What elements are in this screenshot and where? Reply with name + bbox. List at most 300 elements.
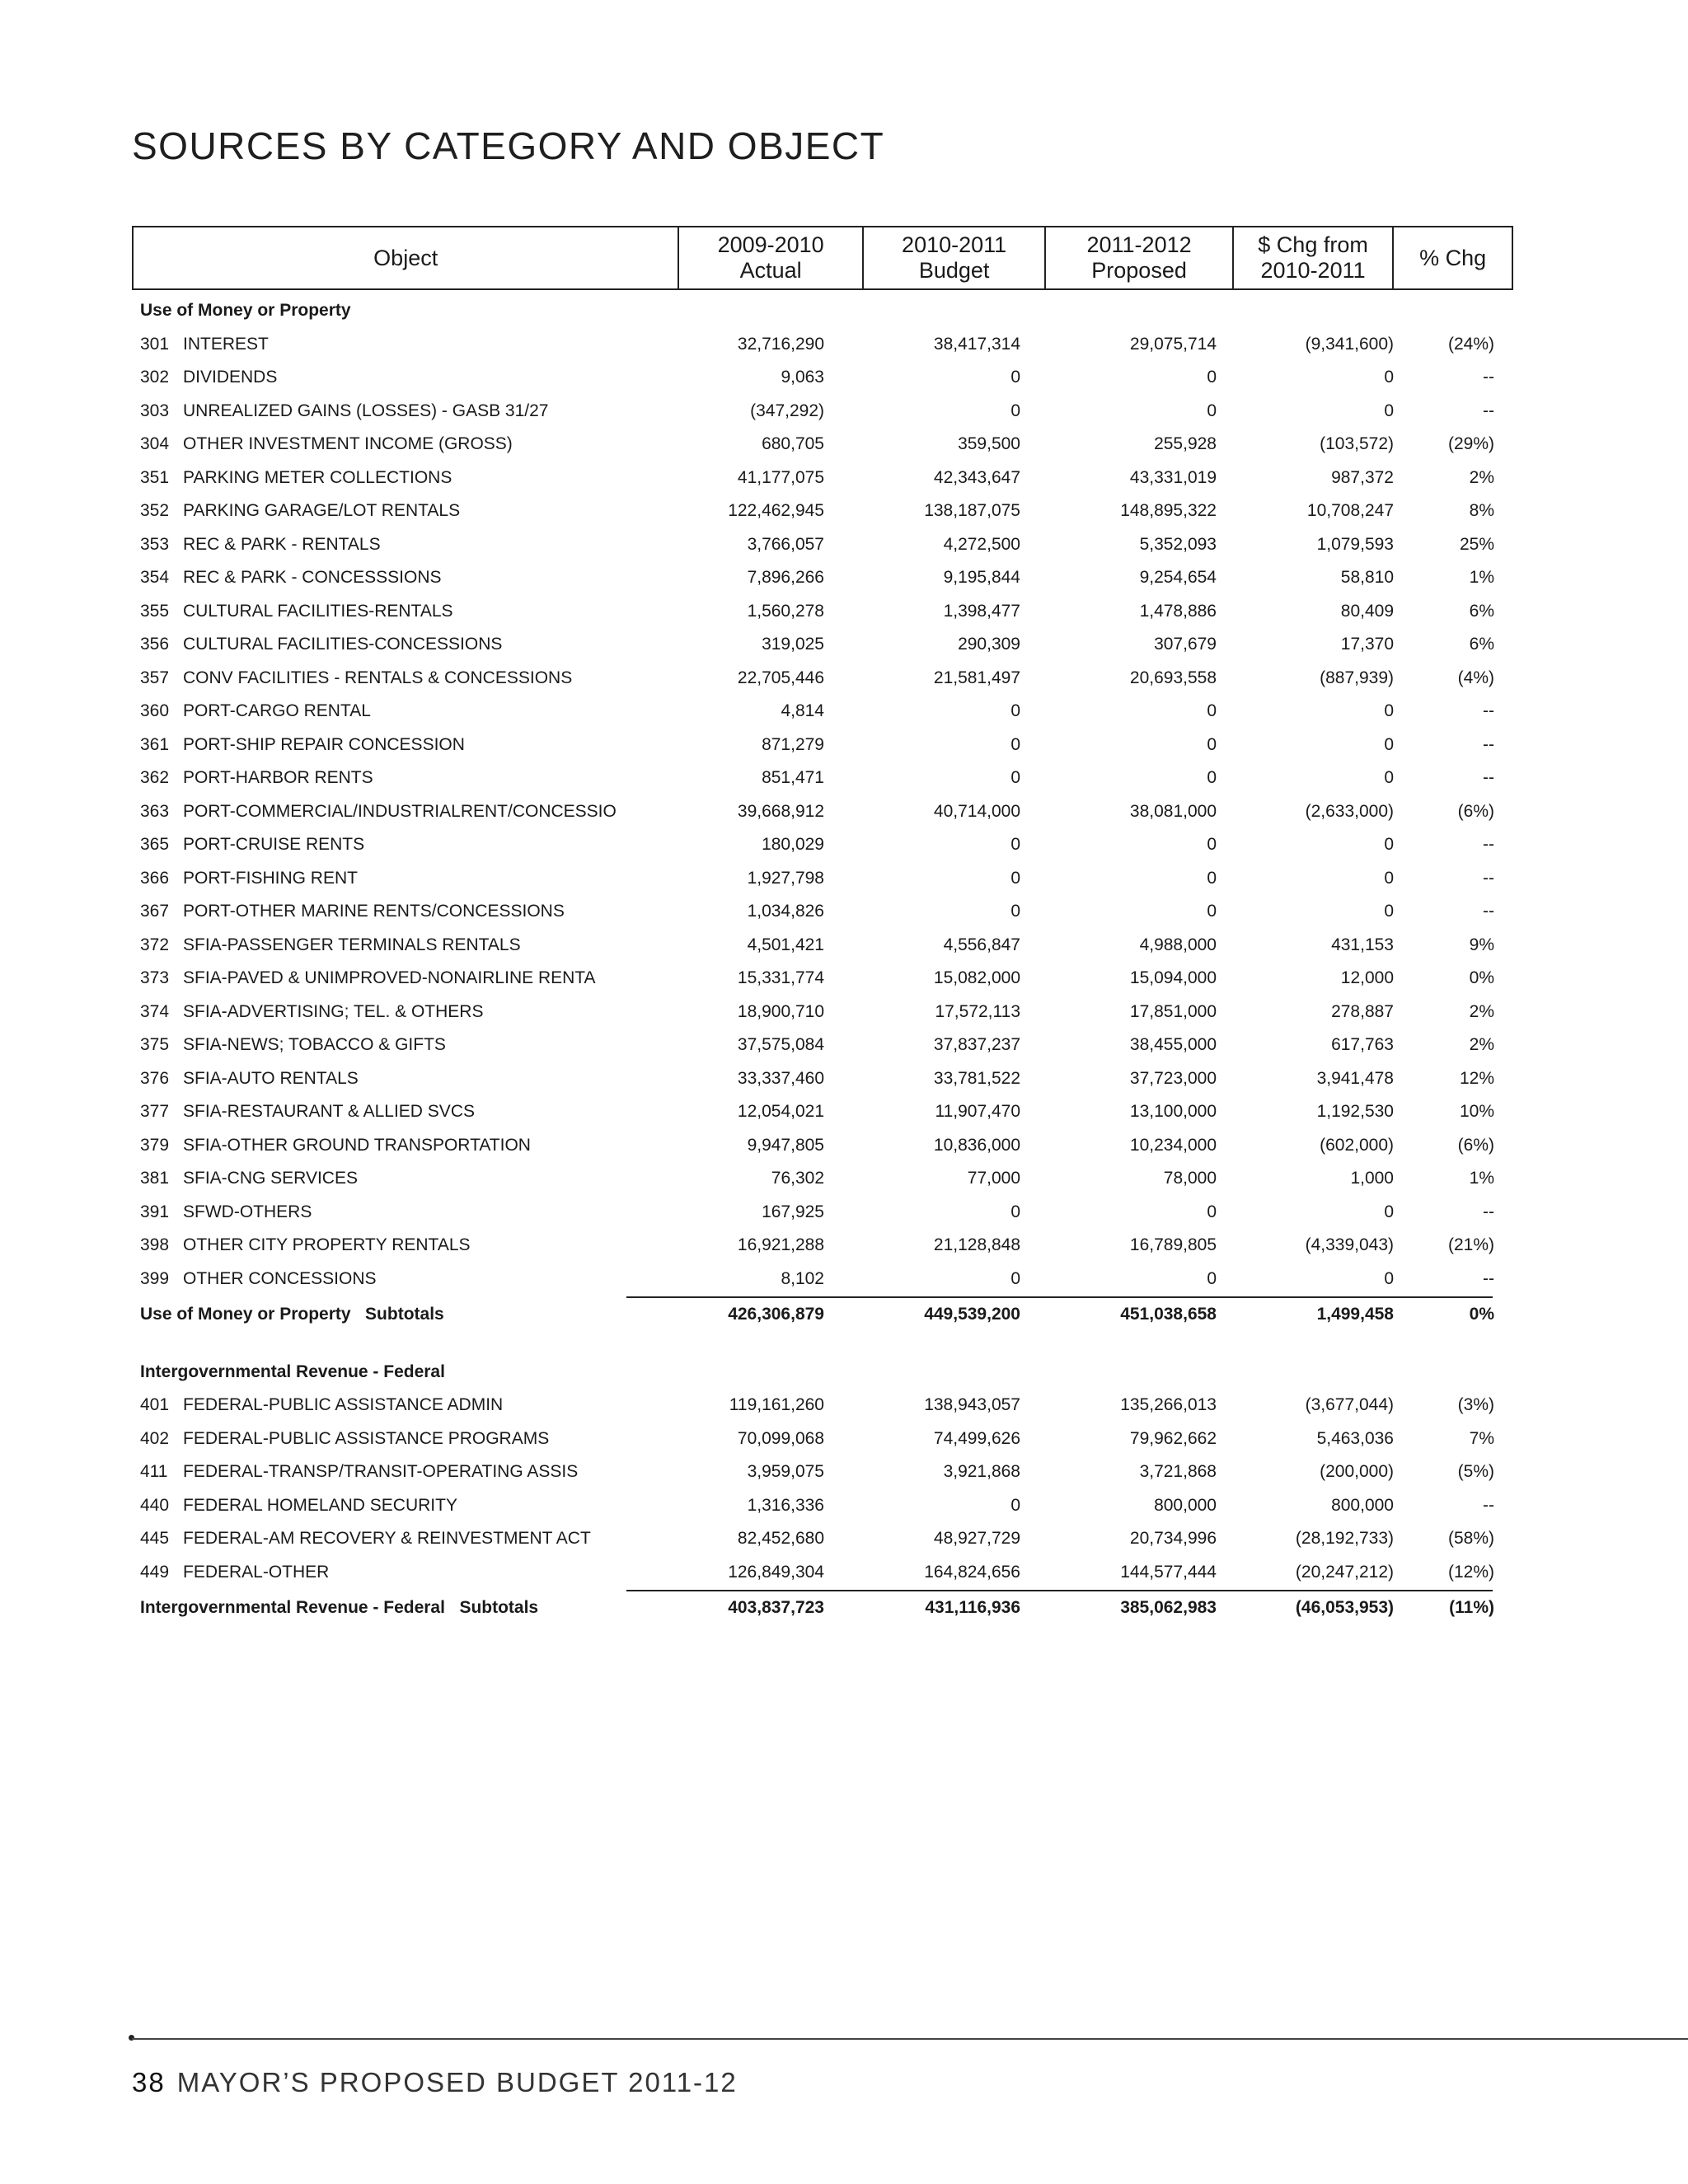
cell-proposed: 0 [1207, 768, 1217, 787]
cell-chg: 800,000 [1331, 1495, 1394, 1515]
object-code: 373 [140, 968, 170, 987]
table-row [132, 494, 1500, 527]
cell-actual: 119,161,260 [729, 1395, 824, 1414]
cell-proposed: 3,721,868 [1139, 1462, 1217, 1481]
cell-chg: 80,409 [1340, 601, 1394, 621]
cell-pct: (29%) [1447, 434, 1494, 453]
cell-chg: (4,339,043) [1305, 1235, 1394, 1254]
cell-budget: 0 [1010, 401, 1020, 420]
header-percent-change: % Chg [1392, 227, 1512, 288]
cell-pct: 8% [1469, 501, 1494, 520]
cell-chg: 1,079,593 [1316, 534, 1394, 554]
cell-budget: 0 [1010, 1202, 1020, 1221]
cell-chg: 0 [1384, 1202, 1394, 1221]
table-row [132, 1489, 1500, 1522]
cell-budget: 74,499,626 [933, 1428, 1020, 1448]
table-row [132, 428, 1500, 461]
cell-pct: 2% [1469, 1001, 1494, 1021]
object-description: OTHER INVESTMENT INCOME (GROSS) [183, 434, 513, 453]
cell-chg: (2,633,000) [1305, 801, 1394, 821]
object-description: PORT-HARBOR RENTS [183, 768, 373, 787]
cell-actual: 32,716,290 [737, 334, 824, 354]
cell-budget: 48,927,729 [933, 1529, 1020, 1548]
header-budget: 2010-2011 Budget [862, 227, 1044, 288]
header-actual: 2009-2010 Actual [678, 227, 861, 288]
object-description: CULTURAL FACILITIES-RENTALS [183, 601, 453, 621]
subtotal-label: Intergovernmental Revenue - Federal Subtotals [140, 1598, 539, 1617]
cell-budget: 17,572,113 [935, 1001, 1020, 1021]
cell-actual: 18,900,710 [737, 1001, 824, 1021]
subtotal-row [132, 1591, 1500, 1624]
cell-pct: -- [1483, 1202, 1494, 1221]
cell-budget: 0 [1010, 701, 1020, 720]
object-description: REC & PARK - RENTALS [183, 534, 381, 554]
table-row [132, 1522, 1500, 1555]
cell-budget: 138,943,057 [924, 1395, 1020, 1414]
cell-budget: 359,500 [958, 434, 1020, 453]
cell-pct: 1% [1469, 1169, 1494, 1188]
table-row [132, 1455, 1500, 1488]
object-description: PARKING METER COLLECTIONS [183, 467, 452, 487]
table-row [132, 996, 1500, 1029]
object-description: FEDERAL-AM RECOVERY & REINVESTMENT ACT [183, 1529, 591, 1548]
cell-proposed: 0 [1207, 902, 1217, 921]
table-row [132, 895, 1500, 928]
subtotal-chg: (46,053,953) [1295, 1598, 1394, 1617]
cell-actual: 9,063 [781, 368, 824, 387]
object-code: 374 [140, 1001, 170, 1021]
cell-pct: (4%) [1457, 668, 1494, 687]
subtotal-pct: (11%) [1449, 1598, 1494, 1617]
cell-proposed: 148,895,322 [1120, 501, 1217, 520]
cell-budget: 0 [1010, 835, 1020, 854]
cell-chg: 0 [1384, 368, 1394, 387]
cell-proposed: 0 [1207, 701, 1217, 720]
cell-budget: 1,398,477 [943, 601, 1020, 621]
cell-proposed: 5,352,093 [1139, 534, 1217, 554]
cell-proposed: 38,081,000 [1129, 801, 1217, 821]
object-code: 360 [140, 701, 170, 720]
cell-chg: 3,941,478 [1316, 1068, 1394, 1088]
object-code: 411 [140, 1462, 168, 1481]
cell-pct: (24%) [1447, 334, 1494, 354]
section-heading [132, 294, 1500, 327]
cell-chg: 0 [1384, 401, 1394, 420]
cell-budget: 0 [1010, 868, 1020, 888]
cell-budget: 15,082,000 [933, 968, 1020, 987]
cell-pct: -- [1483, 868, 1494, 888]
cell-actual: 122,462,945 [728, 501, 824, 520]
object-code: 391 [140, 1202, 170, 1221]
cell-pct: (12%) [1447, 1562, 1494, 1582]
object-code: 357 [140, 668, 170, 687]
object-description: PORT-CRUISE RENTS [183, 835, 365, 854]
cell-pct: -- [1483, 835, 1494, 854]
cell-pct: 9% [1469, 935, 1494, 954]
cell-actual: 3,766,057 [747, 534, 824, 554]
cell-actual: 126,849,304 [728, 1562, 824, 1582]
object-description: SFIA-CNG SERVICES [183, 1169, 358, 1188]
section-heading-label: Use of Money or Property [140, 301, 351, 320]
object-code: 372 [140, 935, 170, 954]
cell-pct: (6%) [1457, 1135, 1494, 1155]
cell-budget: 37,837,237 [933, 1035, 1020, 1054]
cell-chg: 0 [1384, 768, 1394, 787]
table-row [132, 1263, 1500, 1296]
cell-actual: 680,705 [762, 434, 824, 453]
object-code: 355 [140, 601, 170, 621]
object-description: CULTURAL FACILITIES-CONCESSIONS [183, 635, 503, 654]
cell-chg: 17,370 [1340, 635, 1394, 654]
object-description: SFIA-NEWS; TOBACCO & GIFTS [183, 1035, 446, 1054]
cell-chg: 0 [1384, 868, 1394, 888]
subtotal-proposed: 451,038,658 [1120, 1305, 1217, 1324]
cell-pct: (3%) [1457, 1395, 1494, 1414]
object-description: SFWD-OTHERS [183, 1202, 312, 1221]
object-description: UNREALIZED GAINS (LOSSES) - GASB 31/27 [183, 401, 549, 420]
object-description: OTHER CONCESSIONS [183, 1268, 377, 1288]
object-code: 352 [140, 501, 170, 520]
cell-proposed: 0 [1207, 734, 1217, 754]
cell-budget: 0 [1010, 1495, 1020, 1515]
cell-chg: 0 [1384, 701, 1394, 720]
cell-pct: 0% [1469, 968, 1494, 987]
cell-budget: 0 [1010, 768, 1020, 787]
footer-title: MAYOR’S PROPOSED BUDGET 2011-12 [176, 2067, 738, 2097]
object-description: PORT-COMMERCIAL/INDUSTRIALRENT/CONCESSIO [183, 801, 617, 821]
table-row [132, 795, 1500, 828]
cell-proposed: 144,577,444 [1120, 1562, 1217, 1582]
object-description: SFIA-ADVERTISING; TEL. & OTHERS [183, 1001, 484, 1021]
object-code: 398 [140, 1235, 170, 1254]
cell-actual: 8,102 [781, 1268, 824, 1288]
cell-pct: (5%) [1457, 1462, 1494, 1481]
table-row [132, 828, 1500, 861]
cell-actual: 41,177,075 [737, 467, 824, 487]
subtotal-actual: 403,837,723 [728, 1598, 824, 1617]
cell-proposed: 0 [1207, 1268, 1217, 1288]
cell-chg: (20,247,212) [1295, 1562, 1394, 1582]
cell-actual: 15,331,774 [737, 968, 824, 987]
object-code: 361 [140, 734, 170, 754]
header-object: Object [373, 245, 438, 270]
object-code: 353 [140, 534, 170, 554]
object-code: 445 [140, 1529, 170, 1548]
subtotal-actual: 426,306,879 [728, 1305, 824, 1324]
table-row [132, 361, 1500, 394]
table-row [132, 1196, 1500, 1229]
cell-pct: -- [1483, 902, 1494, 921]
cell-budget: 0 [1010, 368, 1020, 387]
object-description: FEDERAL-TRANSP/TRANSIT-OPERATING ASSIS [183, 1462, 579, 1481]
cell-proposed: 0 [1207, 868, 1217, 888]
header-proposed: 2011-2012 Proposed [1044, 227, 1231, 288]
cell-chg: 5,463,036 [1316, 1428, 1394, 1448]
cell-proposed: 17,851,000 [1129, 1001, 1217, 1021]
object-code: 377 [140, 1102, 170, 1121]
object-code: 365 [140, 835, 170, 854]
cell-budget: 3,921,868 [943, 1462, 1020, 1481]
object-code: 354 [140, 568, 170, 587]
cell-budget: 40,714,000 [933, 801, 1020, 821]
cell-actual: 319,025 [762, 635, 824, 654]
object-description: PORT-CARGO RENTAL [183, 701, 371, 720]
cell-pct: 2% [1469, 467, 1494, 487]
cell-proposed: 255,928 [1154, 434, 1217, 453]
object-code: 356 [140, 635, 170, 654]
object-code: 376 [140, 1068, 170, 1088]
page-number: 38 [132, 2067, 166, 2097]
cell-proposed: 16,789,805 [1129, 1235, 1217, 1254]
table-header [132, 226, 1513, 290]
cell-proposed: 9,254,654 [1139, 568, 1217, 587]
cell-budget: 164,824,656 [924, 1562, 1020, 1582]
footer-rule [132, 2038, 1688, 2040]
cell-proposed: 0 [1207, 1202, 1217, 1221]
table-row [132, 462, 1500, 494]
table-row [132, 1389, 1500, 1422]
cell-chg: 10,708,247 [1306, 501, 1394, 520]
cell-pct: (6%) [1457, 801, 1494, 821]
object-description: PORT-SHIP REPAIR CONCESSION [183, 734, 465, 754]
cell-proposed: 4,988,000 [1139, 935, 1217, 954]
table-row [132, 729, 1500, 762]
header-dollar-change: $ Chg from 2010-2011 [1232, 227, 1393, 288]
table-row [132, 929, 1500, 962]
cell-budget: 0 [1010, 1268, 1020, 1288]
cell-pct: 10% [1459, 1102, 1494, 1121]
cell-pct: -- [1483, 368, 1494, 387]
cell-budget: 33,781,522 [933, 1068, 1020, 1088]
object-code: 381 [140, 1169, 170, 1188]
cell-budget: 290,309 [958, 635, 1020, 654]
cell-actual: 4,814 [781, 701, 824, 720]
cell-budget: 4,556,847 [943, 935, 1020, 954]
cell-pct: 2% [1469, 1035, 1494, 1054]
object-description: FEDERAL-PUBLIC ASSISTANCE ADMIN [183, 1395, 504, 1414]
object-code: 362 [140, 768, 170, 787]
table-row [132, 528, 1500, 561]
object-description: INTEREST [183, 334, 269, 354]
object-description: FEDERAL-PUBLIC ASSISTANCE PROGRAMS [183, 1428, 550, 1448]
table-row [132, 595, 1500, 628]
cell-proposed: 0 [1207, 368, 1217, 387]
subtotal-proposed: 385,062,983 [1120, 1598, 1217, 1617]
subtotal-budget: 449,539,200 [924, 1305, 1020, 1324]
subtotal-label: Use of Money or Property Subtotals [140, 1305, 444, 1324]
cell-pct: -- [1483, 734, 1494, 754]
subtotal-pct: 0% [1469, 1305, 1494, 1324]
table-row [132, 1062, 1500, 1095]
cell-budget: 9,195,844 [943, 568, 1020, 587]
page-footer [132, 2067, 738, 2098]
object-code: 363 [140, 801, 170, 821]
table-row [132, 395, 1500, 428]
object-description: PORT-FISHING RENT [183, 868, 358, 888]
object-description: OTHER CITY PROPERTY RENTALS [183, 1235, 471, 1254]
cell-pct: (58%) [1447, 1529, 1494, 1548]
cell-proposed: 37,723,000 [1129, 1068, 1217, 1088]
object-code: 367 [140, 902, 170, 921]
cell-actual: 22,705,446 [737, 668, 824, 687]
cell-chg: 0 [1384, 1268, 1394, 1288]
cell-budget: 42,343,647 [933, 467, 1020, 487]
cell-proposed: 43,331,019 [1129, 467, 1217, 487]
object-code: 440 [140, 1495, 170, 1515]
table-row [132, 962, 1500, 995]
object-description: SFIA-AUTO RENTALS [183, 1068, 359, 1088]
cell-budget: 4,272,500 [943, 534, 1020, 554]
cell-budget: 0 [1010, 902, 1020, 921]
cell-actual: 1,560,278 [747, 601, 824, 621]
cell-actual: 1,034,826 [747, 902, 824, 921]
cell-actual: 7,896,266 [747, 568, 824, 587]
cell-actual: 3,959,075 [747, 1462, 824, 1481]
cell-chg: (9,341,600) [1305, 334, 1394, 354]
cell-budget: 77,000 [967, 1169, 1020, 1188]
cell-chg: 58,810 [1340, 568, 1394, 587]
cell-budget: 21,128,848 [933, 1235, 1020, 1254]
cell-actual: 12,054,021 [737, 1102, 824, 1121]
table-row [132, 862, 1500, 895]
cell-proposed: 307,679 [1154, 635, 1217, 654]
cell-actual: 39,668,912 [737, 801, 824, 821]
cell-actual: 9,947,805 [747, 1135, 824, 1155]
table-row [132, 1029, 1500, 1062]
cell-pct: -- [1483, 1495, 1494, 1515]
cell-proposed: 0 [1207, 401, 1217, 420]
cell-actual: 16,921,288 [737, 1235, 824, 1254]
cell-budget: 138,187,075 [924, 501, 1020, 520]
cell-proposed: 13,100,000 [1129, 1102, 1217, 1121]
table-row [132, 1095, 1500, 1128]
cell-chg: (200,000) [1320, 1462, 1394, 1481]
object-code: 379 [140, 1135, 170, 1155]
section-heading-label: Intergovernmental Revenue - Federal [140, 1361, 445, 1381]
object-description: PARKING GARAGE/LOT RENTALS [183, 501, 461, 520]
cell-actual: 167,925 [762, 1202, 824, 1221]
object-description: FEDERAL-OTHER [183, 1562, 330, 1582]
cell-proposed: 135,266,013 [1120, 1395, 1217, 1414]
table-row [132, 762, 1500, 794]
table-row [132, 561, 1500, 594]
object-code: 351 [140, 467, 170, 487]
cell-chg: 617,763 [1331, 1035, 1394, 1054]
cell-actual: 871,279 [762, 734, 824, 754]
object-code: 399 [140, 1268, 170, 1288]
cell-actual: 76,302 [771, 1169, 824, 1188]
table-row [132, 328, 1500, 361]
cell-actual: 82,452,680 [737, 1529, 824, 1548]
object-code: 302 [140, 368, 170, 387]
table-row [132, 1422, 1500, 1455]
cell-chg: (3,677,044) [1305, 1395, 1394, 1414]
cell-actual: (347,292) [750, 401, 824, 420]
cell-chg: (887,939) [1320, 668, 1394, 687]
cell-budget: 11,907,470 [935, 1102, 1020, 1121]
cell-chg: (28,192,733) [1295, 1529, 1394, 1548]
cell-pct: 12% [1459, 1068, 1494, 1088]
cell-pct: 6% [1469, 601, 1494, 621]
cell-pct: -- [1483, 401, 1494, 420]
section-heading [132, 1356, 1500, 1389]
cell-pct: 25% [1459, 534, 1494, 554]
cell-chg: 1,192,530 [1316, 1102, 1394, 1121]
object-description: DIVIDENDS [183, 368, 278, 387]
cell-chg: 431,153 [1331, 935, 1394, 954]
page-title: SOURCES BY CATEGORY AND OBJECT [132, 124, 885, 167]
cell-chg: (103,572) [1320, 434, 1394, 453]
table-row [132, 1229, 1500, 1262]
cell-pct: 1% [1469, 568, 1494, 587]
table-row [132, 1162, 1500, 1195]
object-description: CONV FACILITIES - RENTALS & CONCESSIONS [183, 668, 573, 687]
cell-actual: 1,927,798 [747, 868, 824, 888]
cell-pct: 6% [1469, 635, 1494, 654]
cell-proposed: 20,734,996 [1129, 1529, 1217, 1548]
table-row [132, 1129, 1500, 1162]
cell-proposed: 79,962,662 [1129, 1428, 1217, 1448]
cell-actual: 70,099,068 [737, 1428, 824, 1448]
object-code: 449 [140, 1562, 170, 1582]
cell-actual: 33,337,460 [737, 1068, 824, 1088]
cell-proposed: 800,000 [1154, 1495, 1217, 1515]
cell-proposed: 29,075,714 [1129, 334, 1217, 354]
cell-actual: 180,029 [762, 835, 824, 854]
subtotal-chg: 1,499,458 [1316, 1305, 1394, 1324]
cell-pct: -- [1483, 1268, 1494, 1288]
cell-proposed: 10,234,000 [1129, 1135, 1217, 1155]
cell-chg: 12,000 [1340, 968, 1394, 987]
cell-budget: 0 [1010, 734, 1020, 754]
cell-chg: 1,000 [1350, 1169, 1394, 1188]
table-row [132, 1556, 1500, 1589]
cell-proposed: 38,455,000 [1129, 1035, 1217, 1054]
cell-proposed: 20,693,558 [1129, 668, 1217, 687]
cell-pct: -- [1483, 768, 1494, 787]
subtotal-row [132, 1298, 1500, 1331]
cell-actual: 1,316,336 [747, 1495, 824, 1515]
object-code: 366 [140, 868, 170, 888]
cell-pct: -- [1483, 701, 1494, 720]
object-description: SFIA-PASSENGER TERMINALS RENTALS [183, 935, 521, 954]
table-row [132, 695, 1500, 728]
object-code: 401 [140, 1395, 170, 1414]
object-description: FEDERAL HOMELAND SECURITY [183, 1495, 457, 1515]
cell-chg: 0 [1384, 902, 1394, 921]
cell-actual: 851,471 [762, 768, 824, 787]
object-code: 301 [140, 334, 170, 354]
table-row [132, 662, 1500, 695]
cell-pct: 7% [1469, 1428, 1494, 1448]
cell-actual: 37,575,084 [737, 1035, 824, 1054]
cell-proposed: 1,478,886 [1139, 601, 1217, 621]
cell-pct: (21%) [1447, 1235, 1494, 1254]
object-code: 303 [140, 401, 170, 420]
cell-budget: 10,836,000 [933, 1135, 1020, 1155]
cell-actual: 4,501,421 [747, 935, 824, 954]
cell-chg: 987,372 [1331, 467, 1394, 487]
object-description: SFIA-RESTAURANT & ALLIED SVCS [183, 1102, 475, 1121]
object-description: PORT-OTHER MARINE RENTS/CONCESSIONS [183, 902, 565, 921]
cell-proposed: 0 [1207, 835, 1217, 854]
cell-budget: 21,581,497 [933, 668, 1020, 687]
cell-chg: 0 [1384, 835, 1394, 854]
cell-budget: 38,417,314 [933, 334, 1020, 354]
cell-chg: 0 [1384, 734, 1394, 754]
subtotal-budget: 431,116,936 [925, 1598, 1020, 1617]
cell-proposed: 78,000 [1163, 1169, 1217, 1188]
